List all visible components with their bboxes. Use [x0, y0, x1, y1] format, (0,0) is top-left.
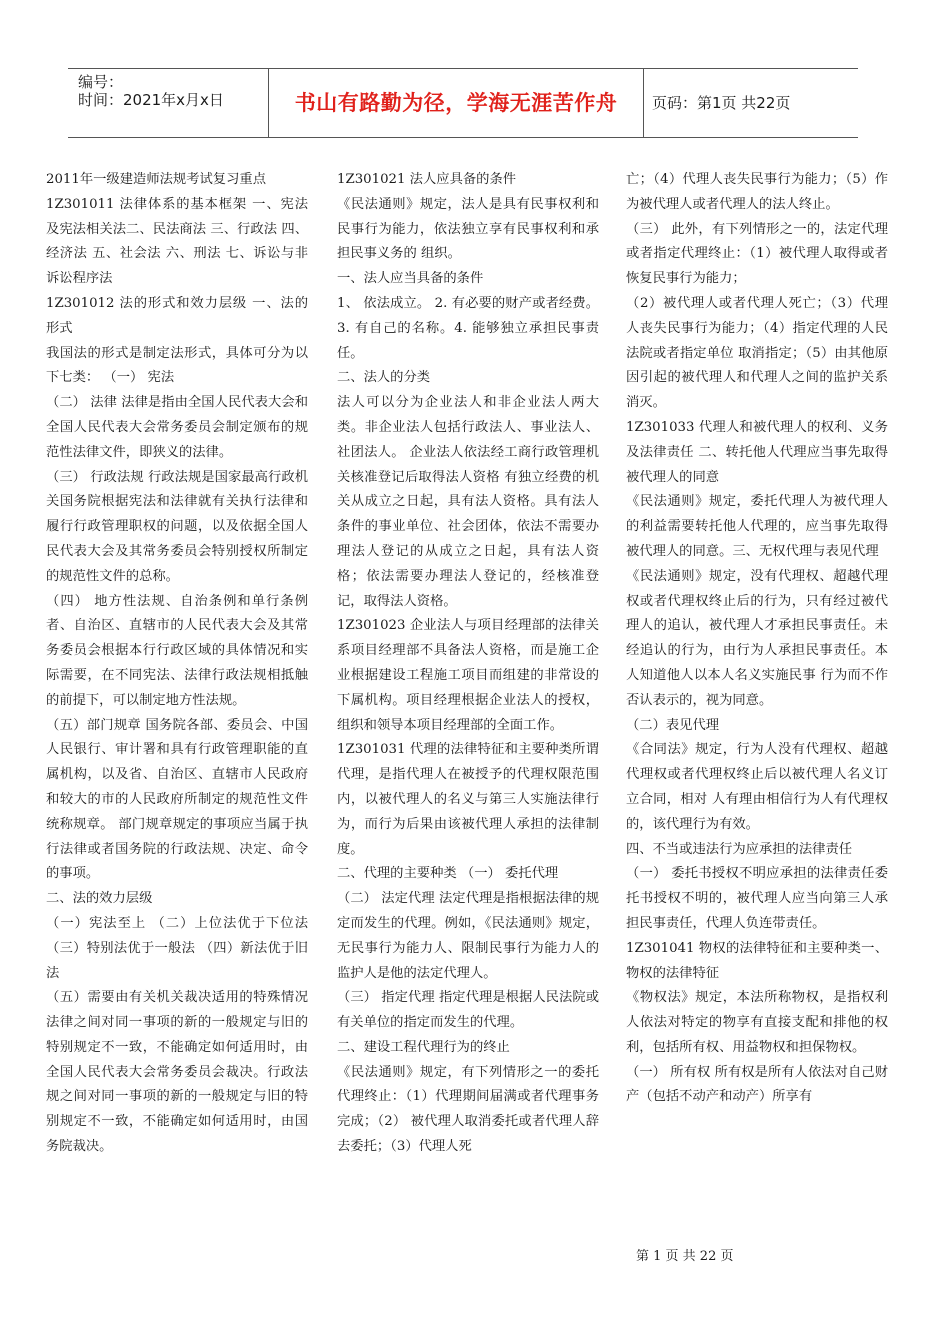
paragraph: 法人可以分为企业法人和非企业法人两大类。非企业法人包括行政法人、事业法人、社团法人。 企业法人依法经工商行政管理机关核准登记后取得法人资格 有独立经费的机关从成立之日起，具有法人资格。具有法人条件的事业单位、社会团体，依法不需要办理法人登记的从成立之日起，具有法人资格；依法需要办理法人登记的，经核准登记，取得法人资格。 — [337, 395, 599, 609]
paragraph: 1、 依法成立。 2. 有必要的财产或者经费。3. 有自己的名称。4. 能够独立承担民事责任。 — [337, 295, 599, 361]
paragraph: 《民法通则》规定，委托代理人为被代理人的利益需要转托他人代理的，应当事先取得被代理人的同意。三、无权代理与表见代理 — [626, 494, 888, 559]
paragraph: （2）被代理人或者代理人死亡；（3）代理人丧失民事行为能力；（4）指定代理的人民法院或者指定单位 取消指定；（5）由其他原因引起的被代理人和代理人之间的监护关系消灭。 — [626, 295, 888, 411]
paragraph: 《民法通则》规定，有下列情形之一的委托代理终止：（1）代理期间届满或者代理事务完成；（2） 被代理人取消委托或者代理人辞去委托；（3）代理人死 — [337, 1064, 599, 1155]
document-number-label: 编号： — [78, 73, 124, 91]
paragraph: 1Z301012 法的形式和效力层级 一、法的形式 — [46, 295, 308, 336]
footer-page-number: 第 1 页 共 22 页 — [636, 1249, 734, 1264]
paragraph: （三） 行政法规 行政法规是国家最高行政机关国务院根据宪法和法律就有关执行法律和履行行政管理职权的问题，以及依据全国人民代表大会及其常务委员会特别授权所制定的规范性文件的总称。 — [46, 469, 308, 584]
document-time-label: 时间：2021年x月x日 — [78, 91, 224, 109]
paragraph: （二）表见代理 — [626, 717, 720, 733]
header-meta — [68, 69, 269, 137]
paragraph: 1Z301031 代理的法律特征和主要种类所谓代理，是指代理人在被授予的代理权限范围内，以被代理人的名义与第三人实施法律行为，而行为后果由该被代理人承担的法律制度。 — [337, 742, 599, 857]
paragraph: 1Z301023 企业法人与项目经理部的法律关系项目经理部不具备法人资格，而是施工企业根据建设工程施工项目而组建的非常设的下属机构。项目经理根据企业法人的授权，组织和领导本项目经理部的全面工作。 — [337, 618, 599, 733]
paragraph: （三） 此外，有下列情形之一的，法定代理或者指定代理终止：（1）被代理人取得或者恢复民事行为能力； — [626, 221, 888, 287]
paragraph: 二、建设工程代理行为的终止 — [337, 1039, 510, 1055]
paragraph: 二、法人的分类 — [337, 370, 431, 386]
paragraph: 我国法的形式是制定法形式，具体可分为以下七类： （一） 宪法 — [46, 345, 308, 386]
text-column-1 — [46, 168, 308, 1160]
paragraph: 二、代理的主要种类 （一） 委托代理 — [337, 866, 559, 882]
text-column-2 — [337, 168, 599, 1160]
document-header — [68, 68, 858, 138]
paragraph: 二、法的效力层级 — [46, 891, 153, 907]
paragraph: 1Z301021 法人应具备的条件 — [337, 172, 517, 187]
paragraph: 四、不当或违法行为应承担的法律责任 — [626, 841, 853, 857]
header-page-cell — [644, 69, 858, 137]
paragraph: 2011年一级建造师法规考试复习重点 — [46, 172, 266, 187]
text-column-3 — [626, 168, 888, 1110]
paragraph: 《合同法》规定，行为人没有代理权、超越代理权或者代理权终止后以被代理人名义订立合同，相对 人有理由相信行为人有代理权的，该代理行为有效。 — [626, 742, 888, 832]
header-motto-cell — [269, 69, 644, 137]
paragraph: （五）部门规章 国务院各部、委员会、中国人民银行、审计署和具有行政管理职能的直属机构，以及省、自治区、直辖市人民政府和较大的市的人民政府所制定的规范性文件统称规章。 部门规章规定的事项应当属于执行法律或者国务院的行政法规、决定、命令的事项。 — [46, 717, 308, 882]
header-page-info: 页码：第1页 共22页 — [652, 94, 791, 112]
paragraph: 1Z301041 物权的法律特征和主要种类一、物权的法律特征 — [626, 940, 888, 981]
paragraph: 一、法人应当具备的条件 — [337, 271, 484, 287]
paragraph: （二） 法律 法律是指由全国人民代表大会和全国人民代表大会常务委员会制定颁布的规范性法律文件，即狭义的法律。 — [46, 395, 308, 460]
header-motto: 书山有路勤为径，学海无涯苦作舟 — [294, 91, 618, 115]
paragraph: 《物权法》规定，本法所称物权，是指权利人依法对特定的物享有直接支配和排他的权利，包括所有权、用益物权和担保物权。 — [626, 990, 888, 1055]
paragraph: （一） 委托书授权不明应承担的法律责任委托书授权不明的，被代理人应当向第三人承担民事责任，代理人负连带责任。 — [626, 866, 888, 931]
paragraph: （五）需要由有关机关裁决适用的特殊情况法律之间对同一事项的新的一般规定与旧的特别规定不一致，不能确定如何适用时，由全国人民代表大会常务委员会裁决。行政法规之间对同一事项的新的一般规定与旧的特别规定不一致，不能确定如何适用时，由国务院裁决。 — [46, 990, 308, 1155]
paragraph: （一） 所有权 所有权是所有人依法对自己财产（包括不动产和动产）所享有 — [626, 1064, 888, 1105]
paragraph: 1Z301011 法律体系的基本框架 一、宪法及宪法相关法二、民法商法 三、行政法 四、经济法 五、社会法 六、刑法 七、诉讼与非诉讼程序法 — [46, 196, 308, 287]
paragraph: （一）宪法至上 （二）上位法优于下位法 （三）特别法优于一般法 （四）新法优于旧法 — [46, 915, 308, 981]
paragraph: 1Z301033 代理人和被代理人的权利、义务及法律责任 二、转托他人代理应当事先取得被代理人的同意 — [626, 419, 888, 485]
paragraph: （四） 地方性法规、自治条例和单行条例者、自治区、直辖市的人民代表大会及其常务委员会根据本行行政区域的具体情况和实际需要，在不同宪法、法律行政法规相抵触的前提下，可以制定地方性法规。 — [46, 593, 308, 708]
paragraph: 亡；（4）代理人丧失民事行为能力；（5）作为被代理人或者代理人的法人终止。 — [626, 172, 888, 212]
paragraph: （二） 法定代理 法定代理是指根据法律的规定而发生的代理。例如，《民法通则》规定，无民事行为能力人、限制民事行为能力人的监护人是他的法定代理人。 — [337, 891, 599, 981]
paragraph: 《民法通则》规定，没有代理权、超越代理权或者代理权终止后的行为，只有经过被代理人的追认，被代理人才承担民事责任。未经追认的行为，由行为人承担民事责任。本人知道他人以本人名义实施民事 行为而不作否认表示的，视为同意。 — [626, 568, 888, 708]
paragraph: 《民法通则》规定，法人是具有民事权利和民事行为能力，依法独立享有民事权利和承担民事义务的 组织。 — [337, 196, 599, 262]
paragraph: （三） 指定代理 指定代理是根据人民法院或有关单位的指定而发生的代理。 — [337, 990, 599, 1031]
